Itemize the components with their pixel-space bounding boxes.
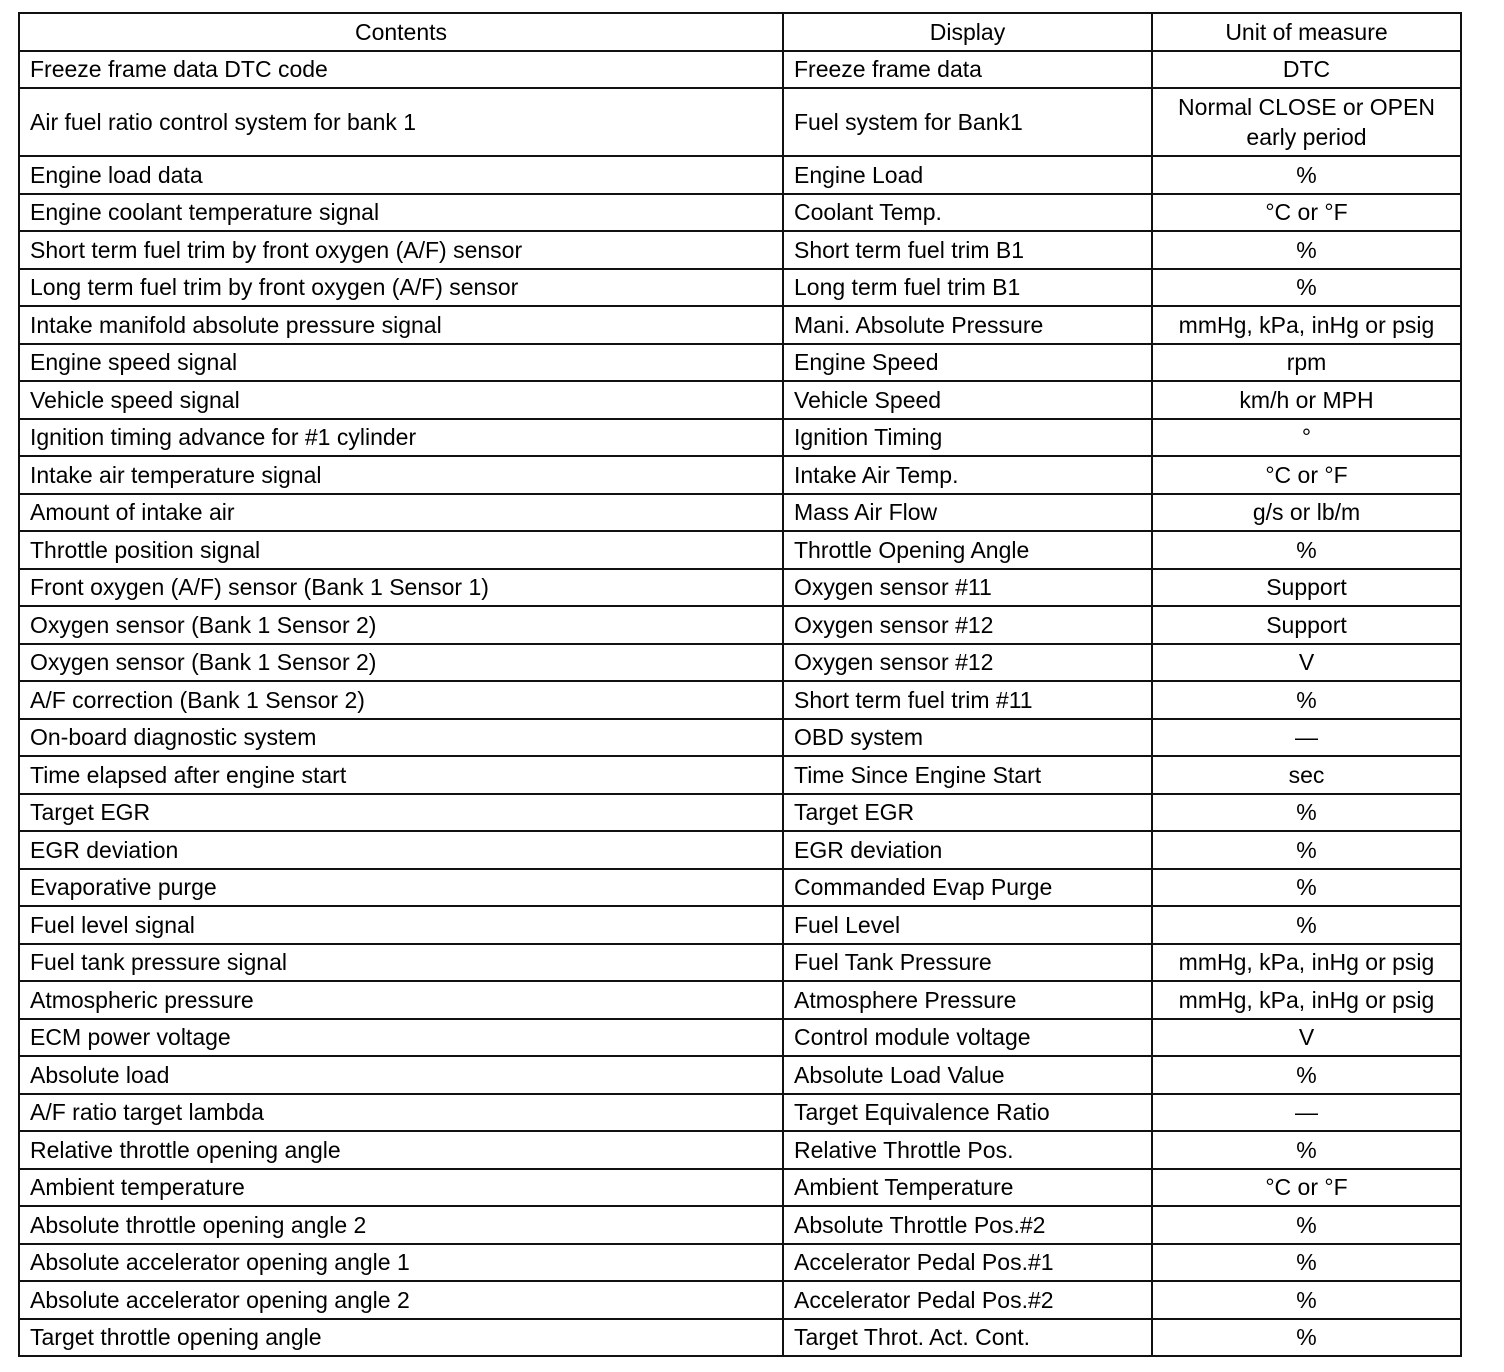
cell-unit: Normal CLOSE or OPEN early period (1152, 88, 1461, 156)
cell-contents: Evaporative purge (19, 869, 783, 907)
cell-unit: % (1152, 1319, 1461, 1357)
cell-display: Short term fuel trim B1 (783, 231, 1152, 269)
cell-contents: Short term fuel trim by front oxygen (A/F) sensor (19, 231, 783, 269)
cell-unit: mmHg, kPa, inHg or psig (1152, 306, 1461, 344)
table-row (19, 456, 1461, 494)
cell-display: Fuel Tank Pressure (783, 944, 1152, 982)
table-row (19, 1169, 1461, 1207)
cell-display: Long term fuel trim B1 (783, 269, 1152, 307)
cell-display: Relative Throttle Pos. (783, 1131, 1152, 1169)
cell-display: Target Equivalence Ratio (783, 1094, 1152, 1132)
cell-contents: Freeze frame data DTC code (19, 51, 783, 89)
cell-contents: Relative throttle opening angle (19, 1131, 783, 1169)
cell-unit: % (1152, 831, 1461, 869)
table-row (19, 606, 1461, 644)
cell-display: Absolute Load Value (783, 1056, 1152, 1094)
cell-contents: Throttle position signal (19, 531, 783, 569)
cell-contents: Amount of intake air (19, 494, 783, 532)
cell-display: Engine Load (783, 156, 1152, 194)
header-unit: Unit of measure (1152, 13, 1461, 51)
cell-contents: Engine speed signal (19, 344, 783, 382)
cell-unit: mmHg, kPa, inHg or psig (1152, 981, 1461, 1019)
cell-display: Ambient Temperature (783, 1169, 1152, 1207)
cell-contents: Oxygen sensor (Bank 1 Sensor 2) (19, 606, 783, 644)
cell-contents: Engine load data (19, 156, 783, 194)
cell-unit: % (1152, 1281, 1461, 1319)
cell-display: Time Since Engine Start (783, 756, 1152, 794)
table-row (19, 531, 1461, 569)
table-row (19, 1019, 1461, 1057)
table-row (19, 1244, 1461, 1282)
cell-contents: Ignition timing advance for #1 cylinder (19, 419, 783, 457)
cell-unit: Support (1152, 606, 1461, 644)
cell-display: Intake Air Temp. (783, 456, 1152, 494)
table-row (19, 156, 1461, 194)
cell-contents: Target throttle opening angle (19, 1319, 783, 1357)
cell-display: Target EGR (783, 794, 1152, 832)
cell-unit: V (1152, 1019, 1461, 1057)
cell-display: Accelerator Pedal Pos.#1 (783, 1244, 1152, 1282)
cell-display: Mass Air Flow (783, 494, 1152, 532)
table-row (19, 306, 1461, 344)
table-row (19, 1056, 1461, 1094)
table-row (19, 1131, 1461, 1169)
header-display: Display (783, 13, 1152, 51)
cell-contents: Absolute load (19, 1056, 783, 1094)
cell-unit: km/h or MPH (1152, 381, 1461, 419)
cell-contents: Long term fuel trim by front oxygen (A/F) sensor (19, 269, 783, 307)
cell-unit: % (1152, 1244, 1461, 1282)
cell-display: Commanded Evap Purge (783, 869, 1152, 907)
cell-unit: % (1152, 269, 1461, 307)
cell-unit: % (1152, 1206, 1461, 1244)
cell-display: Absolute Throttle Pos.#2 (783, 1206, 1152, 1244)
table-row (19, 1319, 1461, 1357)
table-row (19, 51, 1461, 89)
cell-display: Throttle Opening Angle (783, 531, 1152, 569)
table-row (19, 831, 1461, 869)
table-row (19, 1281, 1461, 1319)
cell-contents: Time elapsed after engine start (19, 756, 783, 794)
cell-contents: EGR deviation (19, 831, 783, 869)
table-row (19, 419, 1461, 457)
cell-contents: Fuel tank pressure signal (19, 944, 783, 982)
cell-contents: A/F correction (Bank 1 Sensor 2) (19, 681, 783, 719)
cell-unit: g/s or lb/m (1152, 494, 1461, 532)
cell-contents: Absolute throttle opening angle 2 (19, 1206, 783, 1244)
cell-display: Control module voltage (783, 1019, 1152, 1057)
table-row (19, 231, 1461, 269)
cell-unit: % (1152, 1056, 1461, 1094)
table-row (19, 494, 1461, 532)
cell-contents: Front oxygen (A/F) sensor (Bank 1 Sensor 1) (19, 569, 783, 607)
cell-unit: % (1152, 156, 1461, 194)
table-row (19, 981, 1461, 1019)
cell-unit: rpm (1152, 344, 1461, 382)
cell-unit: DTC (1152, 51, 1461, 89)
freeze-frame-data-table (18, 12, 1462, 1357)
table-row (19, 756, 1461, 794)
cell-contents: A/F ratio target lambda (19, 1094, 783, 1132)
cell-unit: — (1152, 1094, 1461, 1132)
cell-display: Oxygen sensor #11 (783, 569, 1152, 607)
cell-unit: % (1152, 794, 1461, 832)
cell-display: OBD system (783, 719, 1152, 757)
cell-display: EGR deviation (783, 831, 1152, 869)
cell-unit: % (1152, 1131, 1461, 1169)
table-row (19, 269, 1461, 307)
cell-contents: Atmospheric pressure (19, 981, 783, 1019)
cell-display: Fuel system for Bank1 (783, 88, 1152, 156)
cell-contents: On-board diagnostic system (19, 719, 783, 757)
cell-contents: Engine coolant temperature signal (19, 194, 783, 232)
cell-unit: % (1152, 531, 1461, 569)
cell-display: Coolant Temp. (783, 194, 1152, 232)
cell-display: Oxygen sensor #12 (783, 606, 1152, 644)
cell-unit: % (1152, 681, 1461, 719)
table-header-row (19, 13, 1461, 51)
cell-unit: Support (1152, 569, 1461, 607)
table-row (19, 1094, 1461, 1132)
cell-display: Fuel Level (783, 906, 1152, 944)
cell-contents: Air fuel ratio control system for bank 1 (19, 88, 783, 156)
cell-unit: mmHg, kPa, inHg or psig (1152, 944, 1461, 982)
cell-display: Atmosphere Pressure (783, 981, 1152, 1019)
cell-unit: % (1152, 231, 1461, 269)
cell-contents: Absolute accelerator opening angle 2 (19, 1281, 783, 1319)
header-contents: Contents (19, 13, 783, 51)
table-row (19, 906, 1461, 944)
cell-display: Mani. Absolute Pressure (783, 306, 1152, 344)
cell-display: Accelerator Pedal Pos.#2 (783, 1281, 1152, 1319)
table-row (19, 569, 1461, 607)
cell-unit: °C or °F (1152, 456, 1461, 494)
table-row (19, 719, 1461, 757)
table-row (19, 194, 1461, 232)
cell-unit: °C or °F (1152, 1169, 1461, 1207)
cell-display: Ignition Timing (783, 419, 1152, 457)
cell-contents: Absolute accelerator opening angle 1 (19, 1244, 783, 1282)
cell-unit: °C or °F (1152, 194, 1461, 232)
cell-display: Oxygen sensor #12 (783, 644, 1152, 682)
cell-unit: — (1152, 719, 1461, 757)
cell-contents: Fuel level signal (19, 906, 783, 944)
table-row (19, 944, 1461, 982)
table-row (19, 88, 1461, 156)
cell-contents: Intake air temperature signal (19, 456, 783, 494)
table-row (19, 794, 1461, 832)
cell-display: Short term fuel trim #11 (783, 681, 1152, 719)
cell-contents: ECM power voltage (19, 1019, 783, 1057)
cell-display: Target Throt. Act. Cont. (783, 1319, 1152, 1357)
cell-contents: Oxygen sensor (Bank 1 Sensor 2) (19, 644, 783, 682)
cell-unit: % (1152, 869, 1461, 907)
cell-contents: Vehicle speed signal (19, 381, 783, 419)
cell-display: Engine Speed (783, 344, 1152, 382)
cell-contents: Intake manifold absolute pressure signal (19, 306, 783, 344)
cell-display: Freeze frame data (783, 51, 1152, 89)
table-row (19, 681, 1461, 719)
table-row (19, 381, 1461, 419)
cell-unit: sec (1152, 756, 1461, 794)
table-row (19, 869, 1461, 907)
cell-contents: Ambient temperature (19, 1169, 783, 1207)
table-row (19, 1206, 1461, 1244)
table-row (19, 344, 1461, 382)
cell-unit: ° (1152, 419, 1461, 457)
cell-display: Vehicle Speed (783, 381, 1152, 419)
cell-unit: V (1152, 644, 1461, 682)
cell-contents: Target EGR (19, 794, 783, 832)
cell-unit: % (1152, 906, 1461, 944)
table-row (19, 644, 1461, 682)
